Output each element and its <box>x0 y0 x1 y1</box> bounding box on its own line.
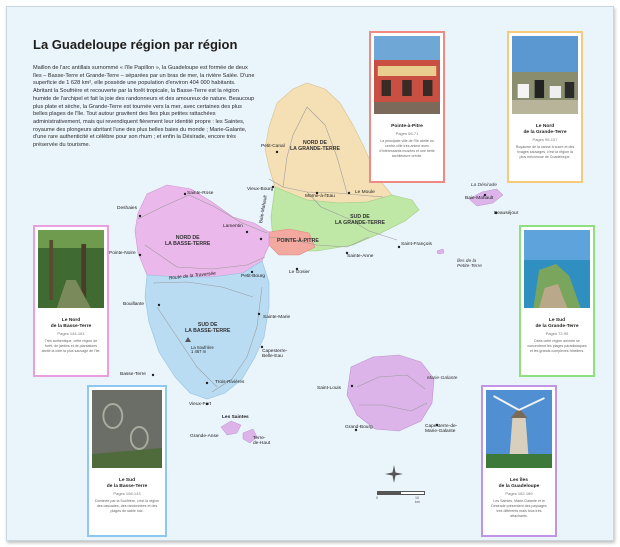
area-petite-terre <box>437 249 444 254</box>
card-description: Dans cette région animée se concentrent les plages paradisiaques et les grands complexes hôteliers. <box>527 339 587 353</box>
scale-bar <box>377 491 423 503</box>
photo-tomb-2 <box>535 80 544 98</box>
place-grand-bourg: Grand-Bourg <box>345 425 373 430</box>
photo-nord-basse-terre <box>38 230 104 308</box>
islet-marie-galante: Marie-Galante <box>427 376 458 381</box>
photo-window-3 <box>423 80 432 96</box>
photo-ground <box>512 100 578 114</box>
card-title: Le Sud de la Basse-Terre <box>106 478 148 490</box>
place-basse-terre: Basse-Terre <box>120 372 146 377</box>
card-pointe-a-pitre[interactable] <box>369 31 445 183</box>
place-petit-bourg: Petit-Bourg <box>241 274 265 279</box>
card-pages: Pages 56-71 <box>395 131 419 137</box>
scale-max: 10 km <box>415 496 420 504</box>
route-de-la-traversee: Route de la Traversée <box>168 271 217 282</box>
place-saint-louis: Saint-Louis <box>317 386 341 391</box>
place-deshaies: Deshaies <box>117 206 137 211</box>
card-sud-basse-terre[interactable] <box>87 385 167 537</box>
card-description: Royaume de la canne à sucre et des rivages sauvages, c'est la région la plus méconnue de Guadeloupe. <box>515 145 575 159</box>
place-sainte-anne: Sainte-Anne <box>347 254 374 259</box>
place-morne-a-l-eau: Morne-à-l'Eau <box>305 194 335 199</box>
photo-sky <box>524 230 590 260</box>
area-marie-galante <box>347 355 434 431</box>
intro-text: Maillon de l'arc antillais surnommé « l'île Papillon », la Guadeloupe est formée de deux îles – Basse-Terre et Grande-Terre – séparées par un bras de mer, la rivière Salée. D'une superficie de 1 628 km², elle possède une population d'environ 404 000 habitants. Abritant la Soufrière et recouverte par la forêt tropicale, la Basse-Terre est la région humide de l'archipel et fait la joie des randonneurs et des amoureux de nature. Beaucoup plus plate et sèche, la Grande-Terre est tournée vers la mer, avec certaines des plus belles plages de l'île. Tout autour gravitent des îles plus petites rattachées administrativement, mais qui revendiquent fièrement leur identité propre : les Saintes, royaume des plongeurs abritant l'une des plus belles baies du monde ; Marie-Galante, d'une rare authenticité et célèbre pour son rhum ; et enfin la Désirade, encore très préservée du tourisme. <box>33 65 255 149</box>
card-description: Les Saintes, Marie-Galante et la Désirade présentent des paysages très différents mais tous très attachants. <box>491 499 547 518</box>
place-capesterre-belle-eau: Capesterre- Belle-Eau <box>262 349 288 359</box>
place-vieux-fort: Vieux-Fort <box>189 402 212 407</box>
place-bouillante: Bouillante <box>123 302 145 307</box>
photo-sud-grande-terre <box>524 230 590 308</box>
card-nord-grande-terre[interactable] <box>507 31 583 183</box>
place-sainte-rose: Sainte-Rose <box>187 191 214 196</box>
scale-zero: 0 <box>376 496 378 500</box>
islet-la-desirade: La Désirade <box>471 183 497 188</box>
place-terre-de-haut: Terre- de-Haut <box>253 436 271 446</box>
photo-window-2 <box>402 80 411 96</box>
card-title: Le Nord de la Basse-Terre <box>50 318 92 330</box>
photo-trunk-1 <box>49 240 53 300</box>
page-title: La Guadeloupe région par région <box>33 37 238 52</box>
place-le-gosier: Le Gosier <box>289 270 310 275</box>
place-vieux-bourg: Vieux-Bourg <box>247 187 274 192</box>
islet-petite-terre: Îles de la Petite-Terre <box>457 259 482 270</box>
card-title: Pointe-à-Pitre <box>391 124 423 129</box>
photo-sky <box>512 36 578 76</box>
place-le-moule: Le Moule <box>355 190 375 195</box>
place-les-saintes: Les Saintes <box>222 415 249 420</box>
card-pages: Pages 162-189 <box>505 491 533 497</box>
photo-sud-basse-terre <box>92 390 162 468</box>
card-pages: Pages 72-95 <box>545 331 569 337</box>
region-nord-grande-terre: NORD DE LA GRANDE-TERRE <box>290 140 340 152</box>
place-pointe-noire: Pointe-Noire <box>109 251 136 256</box>
place-la-soufriere: La Soufrière 1 467 m <box>191 345 214 355</box>
area-nord-basse-terre <box>135 185 269 277</box>
card-title: Le Sud de la Grande-Terre <box>535 318 579 330</box>
photo-vegetation <box>486 454 552 468</box>
place-lamentin: Lamentin <box>223 224 243 229</box>
place-grande-anse: Grande-Anse <box>190 434 219 439</box>
place-trois-rivieres: Trois-Rivières <box>215 380 245 385</box>
card-pages: Pages 95-107 <box>532 137 558 143</box>
place-capesterre-de-marie-galante: Capesterre-de- Marie-Galante <box>425 424 458 434</box>
photo-nord-grande-terre <box>512 36 578 114</box>
place-beausejour: Beauséjour <box>494 211 519 216</box>
photo-canopy <box>38 230 104 248</box>
scale-bar-graphic <box>377 491 425 495</box>
card-iles-de-la-guadeloupe[interactable] <box>481 385 557 537</box>
photo-tomb-1 <box>518 84 529 98</box>
photo-pointe-a-pitre <box>374 36 440 114</box>
photo-tomb-4 <box>565 82 574 98</box>
page <box>6 6 614 541</box>
compass-rose-icon <box>385 465 403 483</box>
card-title: Les îles de la Guadeloupe <box>498 478 540 490</box>
place-petit-canal: Petit-Canal <box>261 144 285 149</box>
region-sud-grande-terre: SUD DE LA GRANDE-TERRE <box>335 214 385 226</box>
card-sud-grande-terre[interactable] <box>519 225 595 377</box>
photo-trunk-2 <box>81 244 86 300</box>
region-pointe-a-pitre: POINTE-À-PITRE <box>277 238 319 244</box>
place-baie-mahault: Baie-Mahault <box>259 194 269 224</box>
place-saint-francois: Saint-François <box>401 242 432 247</box>
photo-window-1 <box>382 80 391 96</box>
photo-street <box>374 102 440 114</box>
area-les-saintes <box>221 421 241 435</box>
card-description: La principale ville de l'île abrite un centre-ville très animé avec d'intéressants musées et une belle architecture créole. <box>379 139 435 158</box>
card-pages: Pages 108-143 <box>113 491 141 497</box>
card-description: Très authentique, cette région de forêt, de jardins et de plantations abrite la côte la plus sauvage de l'île. <box>41 339 101 353</box>
place-baie-mahault-desirade: Baie-Mahault <box>465 196 494 201</box>
photo-facade-band <box>378 66 436 76</box>
photo-tomb-3 <box>550 86 561 98</box>
card-pages: Pages 144-161 <box>57 331 85 337</box>
card-nord-basse-terre[interactable] <box>33 225 109 377</box>
region-nord-basse-terre: NORD DE LA BASSE-TERRE <box>165 235 211 247</box>
card-title: Le Nord de la Grande-Terre <box>523 124 567 136</box>
place-sainte-marie: Sainte-Marie <box>263 315 291 320</box>
card-description: Dominée par la Soufrière, c'est la région des cascades, des randonnées et des plages de sable noir. <box>95 499 160 513</box>
photo-iles <box>486 390 552 468</box>
region-sud-basse-terre: SUD DE LA BASSE-TERRE <box>185 322 231 334</box>
